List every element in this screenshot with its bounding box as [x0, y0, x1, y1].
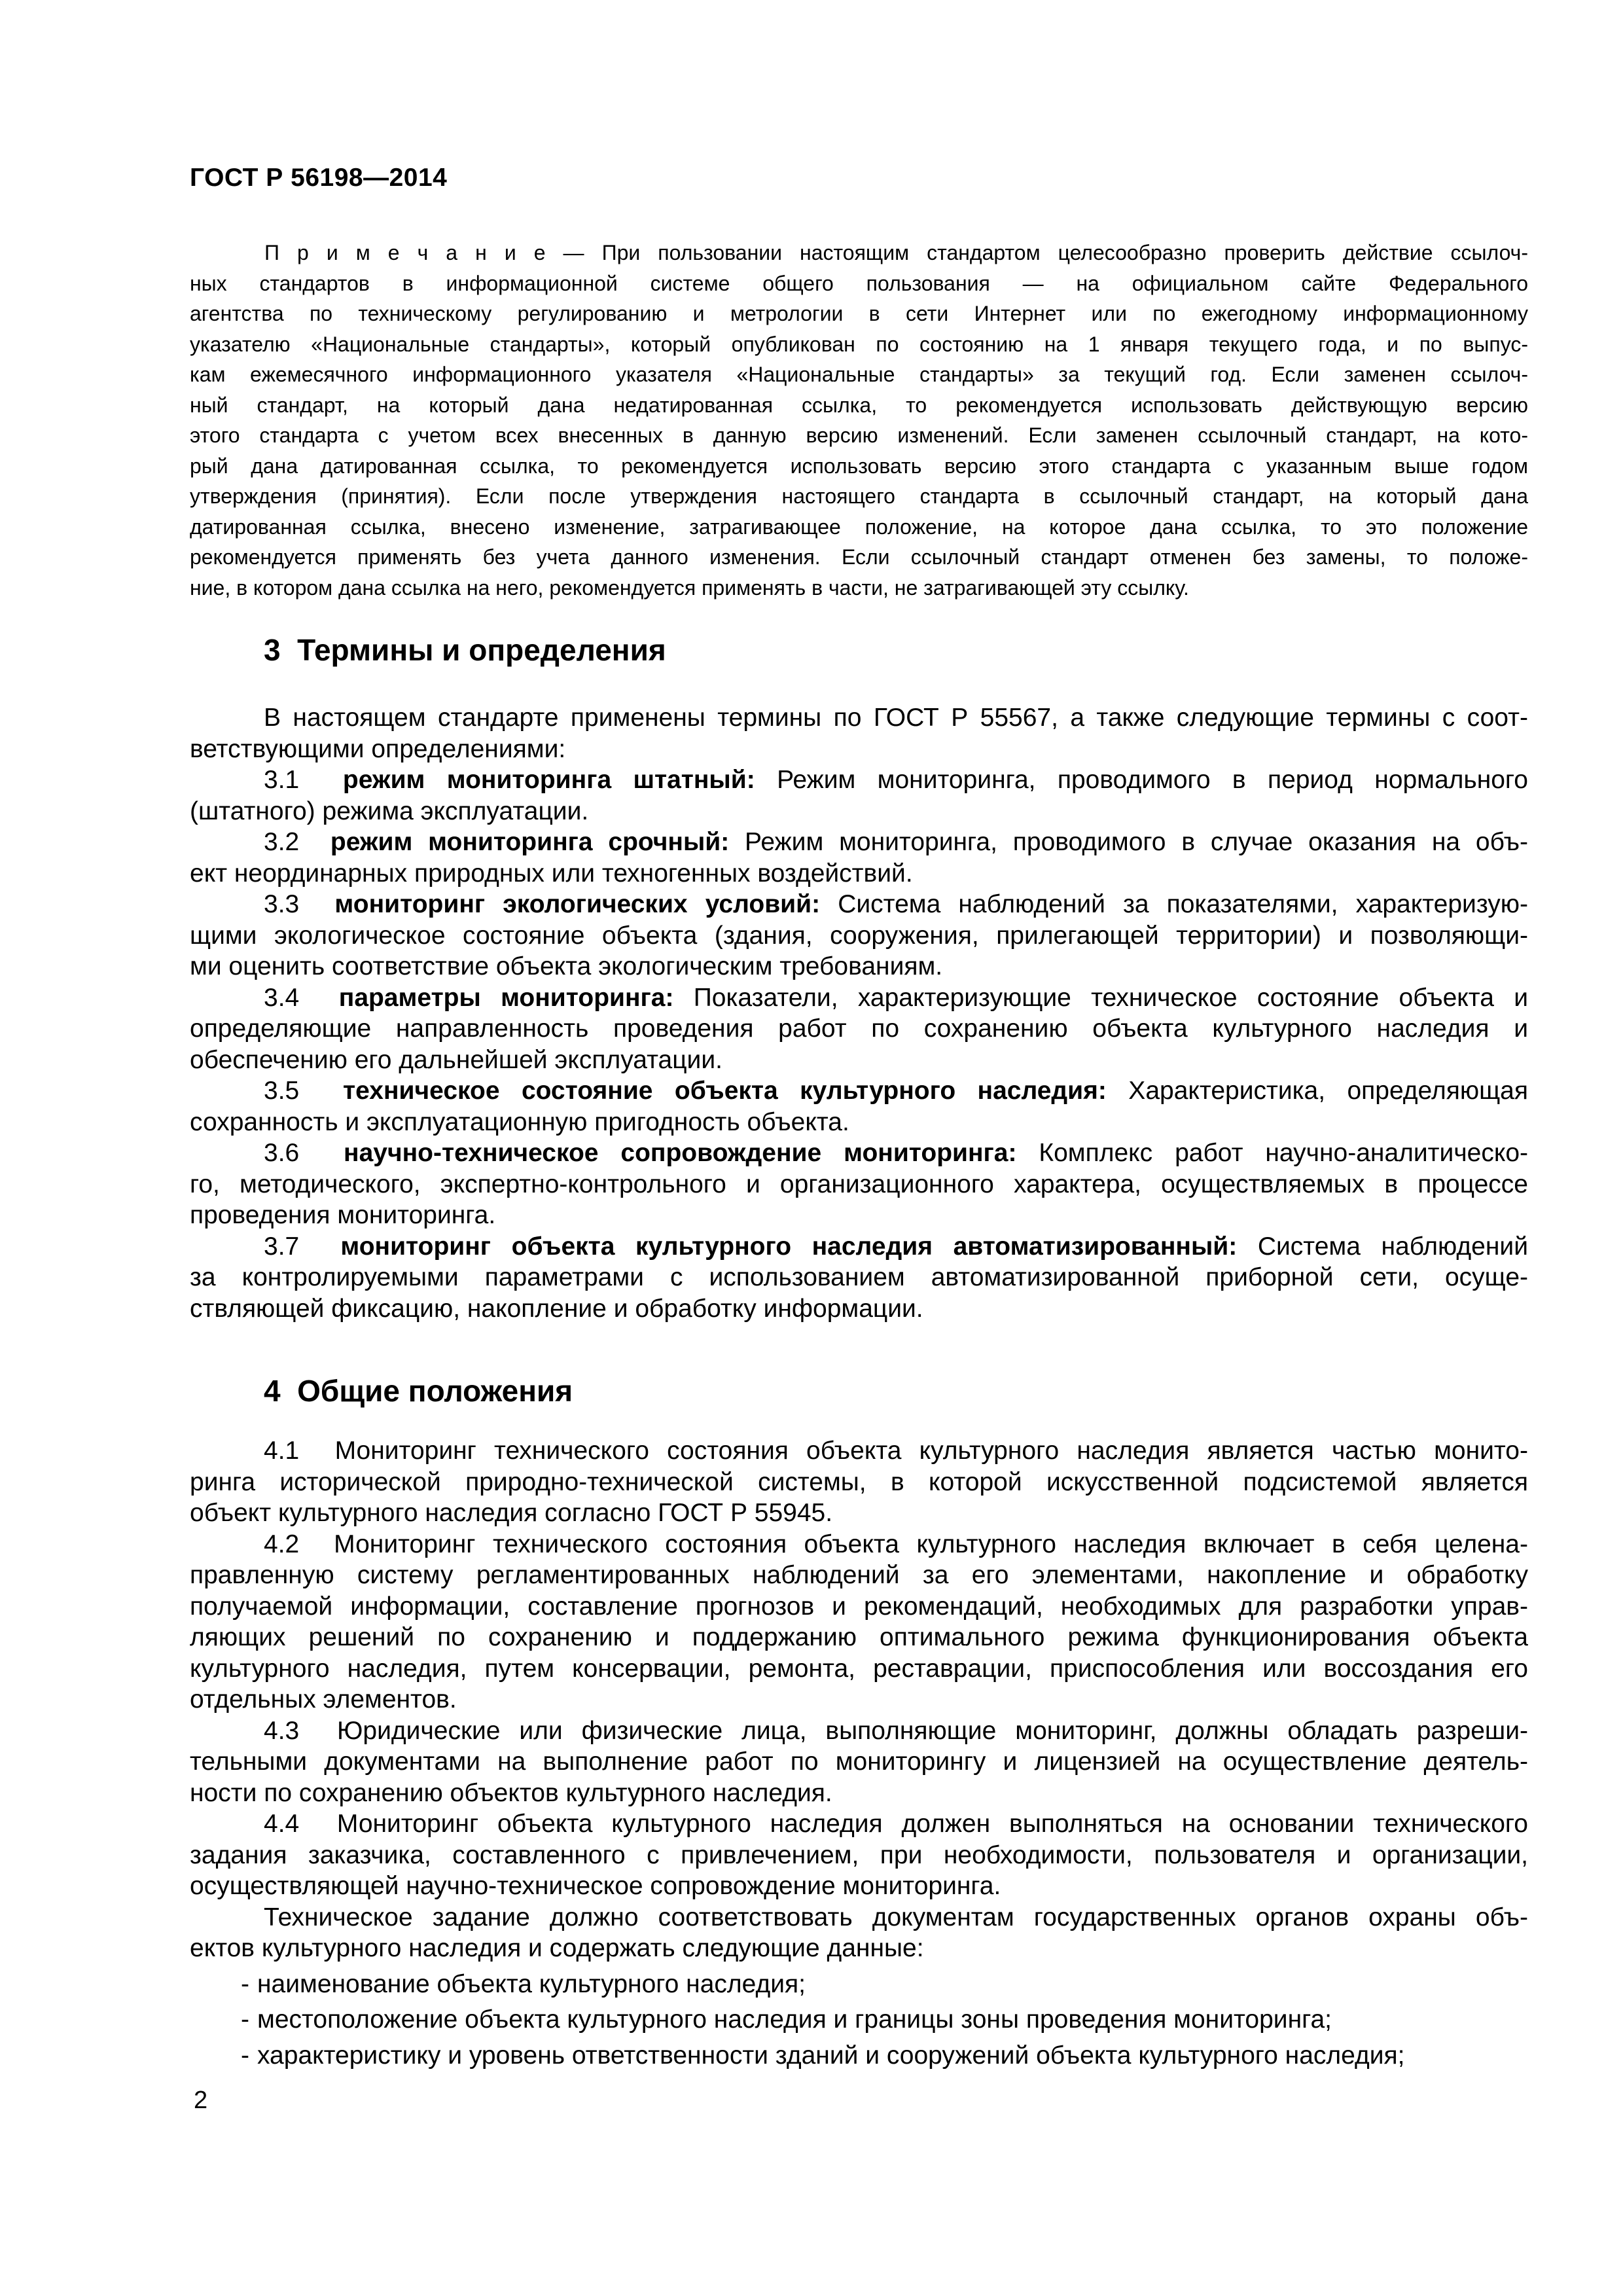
bullet-dash: -: [241, 1969, 249, 1998]
text-line: определяющие направленность проведения работ по сохранению объекта культурного наследия и: [190, 1014, 1528, 1043]
para-block: [190, 1435, 1528, 1529]
text-segment: Комплекс работ научно-аналитическо-: [1016, 1139, 1529, 1167]
text-line: этого стандарта с учетом всех внесенных в данную версию изменений. Если заменен ссылочный стандарт, на кото-: [190, 423, 1528, 447]
text-line: за контролируемыми параметрами с использованием автоматизированной приборной сети, осуще-: [190, 1263, 1528, 1291]
text-segment: Система наблюдений: [1237, 1232, 1528, 1261]
text-segment: 3.6: [264, 1139, 344, 1167]
text-line: утверждения (принятия). Если после утверждения настоящего стандарта в ссылочный стандарт, на который дана: [190, 484, 1528, 508]
para-block: [190, 764, 1528, 827]
text-line: П р и м е ч а н и е — При пользовании настоящим стандартом целесообразно проверить действие ссылоч-: [264, 241, 1528, 264]
text-segment: местоположение объекта культурного наследия и границы зоны проведения мониторинга;: [257, 2005, 1332, 2034]
text-line: [190, 1231, 1528, 1263]
text-line: ветствующими определениями:: [190, 734, 566, 763]
text-line: рекомендуется применять без учета данного изменения. Если ссылочный стандарт отменен без замены, то положе-: [190, 545, 1528, 569]
page-number: 2: [194, 2087, 208, 2114]
text-line: агентства по техническому регулированию и метрологии в сети Интернет или по ежегодному информационному: [190, 302, 1528, 325]
para-block: [190, 827, 1528, 889]
text-line: ляющих решений по сохранению и поддержанию оптимального режима функционирования объекта: [190, 1623, 1528, 1651]
bullet-dash: -: [241, 2041, 249, 2070]
text-line: ринга исторической природно-технической системы, в которой искусственной подсистемой является: [190, 1467, 1528, 1496]
bullet-dash: -: [241, 2005, 249, 2034]
text-line: объект культурного наследия согласно ГОСТ Р 55945.: [190, 1499, 833, 1527]
bullets-block: [190, 1969, 1528, 2072]
para-block: [190, 1075, 1528, 1138]
text-line: ных стандартов в информационной системе общего пользования — на официальном сайте Федерального: [190, 271, 1528, 295]
para-block: [190, 1902, 1528, 1964]
para-block: [190, 982, 1528, 1076]
para-block: [190, 1808, 1528, 1902]
text-segment: наименование объекта культурного наследия;: [257, 1969, 806, 1998]
term-bold: мониторинг объекта культурного наследия автоматизированный:: [340, 1232, 1238, 1261]
para-block: [190, 1529, 1528, 1715]
term-bold: режим мониторинга срочный:: [330, 828, 730, 856]
text-line: [190, 764, 1528, 796]
text-line: рый дана датированная ссылка, то рекомендуется использовать версию этого стандарта с указанным выше годом: [190, 454, 1528, 478]
text-line: В настоящем стандарте применены термины по ГОСТ Р 55567, а также следующие термины с соот-: [264, 704, 1528, 732]
text-segment: 3.4: [264, 983, 339, 1012]
term-bold: мониторинг экологических условий:: [334, 890, 821, 918]
text-line: ми оценить соответствие объекта экологическим требованиям.: [190, 952, 943, 980]
text-line: ный стандарт, на который дана недатированная ссылка, то рекомендуется использовать действующую версию: [190, 393, 1528, 417]
term-bold: режим мониторинга штатный:: [342, 766, 755, 794]
text-line: [190, 889, 1528, 920]
text-line: 4.2 Мониторинг технического состояния объекта культурного наследия включает в себя целена-: [264, 1530, 1528, 1558]
text-line: ствляющей фиксацию, накопление и обработку информации.: [190, 1294, 923, 1323]
text-line: [190, 827, 1528, 858]
text-segment: 3.1: [264, 766, 343, 794]
text-line: 4.4 Мониторинг объекта культурного наследия должен выполняться на основании технического: [264, 1810, 1528, 1838]
text-line: ние, в котором дана ссылка на него, рекомендуется применять в части, не затрагивающей эту ссылку.: [190, 575, 1189, 600]
term-bold: параметры мониторинга:: [338, 983, 674, 1012]
text-line: кам ежемесячного информационного указателя «Национальные стандарты» за текущий год. Если заменен ссылоч-: [190, 363, 1528, 386]
note-block: [190, 238, 1528, 603]
text-line: культурного наследия, путем консервации, ремонта, реставрации, приспособления или воссоздания его: [190, 1654, 1528, 1683]
text-line: проведения мониторинга.: [190, 1201, 496, 1229]
text-line: Техническое задание должно соответствовать документам государственных органов охраны объ-: [264, 1903, 1528, 1931]
text-line: ности по сохранению объектов культурного наследия.: [190, 1778, 832, 1807]
para-block: [190, 889, 1528, 982]
text-line: осуществляющей научно-техническое сопровождение мониторинга.: [190, 1872, 1001, 1900]
text-line: [190, 2040, 1528, 2072]
text-line: (штатного) режима эксплуатации.: [190, 797, 589, 825]
text-line: го, методического, экспертно-контрольного и организационного характера, осуществляемых в процессе: [190, 1170, 1528, 1198]
term-bold: научно-техническое сопровождение мониторинга:: [344, 1139, 1017, 1167]
text-segment: Режим мониторинга, проводимого в период нормального: [755, 766, 1528, 794]
text-line: [190, 1075, 1528, 1107]
section-heading: 4 Общие положения: [264, 1374, 573, 1408]
text-segment: Показатели, характеризующие техническое состояние объекта и: [673, 983, 1528, 1012]
para-block: [190, 1231, 1528, 1325]
para-block: [190, 1138, 1528, 1231]
text-segment: 3.7: [264, 1232, 341, 1261]
text-line: задания заказчика, составленного с привлечением, при необходимости, пользователя и организации,: [190, 1840, 1528, 1869]
text-line: получаемой информации, составление прогнозов и рекомендаций, необходимых для разработки управ-: [190, 1592, 1528, 1621]
text-line: [190, 1969, 1528, 2000]
section-heading: 3 Термины и определения: [264, 633, 666, 667]
text-segment: 3.3: [264, 890, 335, 918]
running-header: ГОСТ Р 56198—2014: [190, 164, 448, 192]
document-content: [190, 238, 1528, 2071]
text-line: указателю «Национальные стандарты», который опубликован по состоянию на 1 января текущего года, и по выпус-: [190, 332, 1528, 356]
text-line: ектов культурного наследия и содержать следующие данные:: [190, 1934, 924, 1962]
text-segment: 3.5: [264, 1077, 344, 1105]
para-block: [190, 1715, 1528, 1809]
text-segment: 3.2: [264, 828, 330, 856]
text-line: обеспечению его дальнейшей эксплуатации.: [190, 1045, 722, 1074]
text-line: сохранность и эксплуатационную пригодность объекта.: [190, 1107, 849, 1136]
text-line: ект неординарных природных или техногенных воздействий.: [190, 859, 913, 888]
text-line: тельными документами на выполнение работ по мониторингу и лицензией на осуществление деятель-: [190, 1748, 1528, 1776]
text-line: [190, 1138, 1528, 1169]
text-line: [190, 2004, 1528, 2036]
text-segment: Режим мониторинга, проводимого в случае оказания на объ-: [729, 828, 1528, 856]
text-segment: характеристику и уровень ответственности зданий и сооружений объекта культурного наследия;: [257, 2041, 1405, 2070]
text-line: 4.1 Мониторинг технического состояния объекта культурного наследия является частью монито-: [264, 1437, 1528, 1465]
text-line: [190, 982, 1528, 1014]
para-block: [190, 702, 1528, 764]
text-line: щими экологическое состояние объекта (здания, сооружения, прилегающей территории) и позволяющи-: [190, 921, 1528, 950]
text-line: 4.3 Юридические или физические лица, выполняющие мониторинг, должны обладать разреши-: [264, 1716, 1528, 1745]
text-line: отдельных элементов.: [190, 1685, 457, 1713]
text-line: датированная ссылка, внесено изменение, затрагивающее положение, на которое дана ссылка, то это положение: [190, 514, 1528, 539]
text-line: правленную систему регламентированных наблюдений за его элементами, накопление и обработку: [190, 1561, 1528, 1589]
term-bold: техническое состояние объекта культурного наследия:: [343, 1077, 1107, 1105]
text-segment: Система наблюдений за показателями, характеризую-: [820, 890, 1529, 918]
text-segment: Характеристика, определяющая: [1106, 1077, 1528, 1105]
